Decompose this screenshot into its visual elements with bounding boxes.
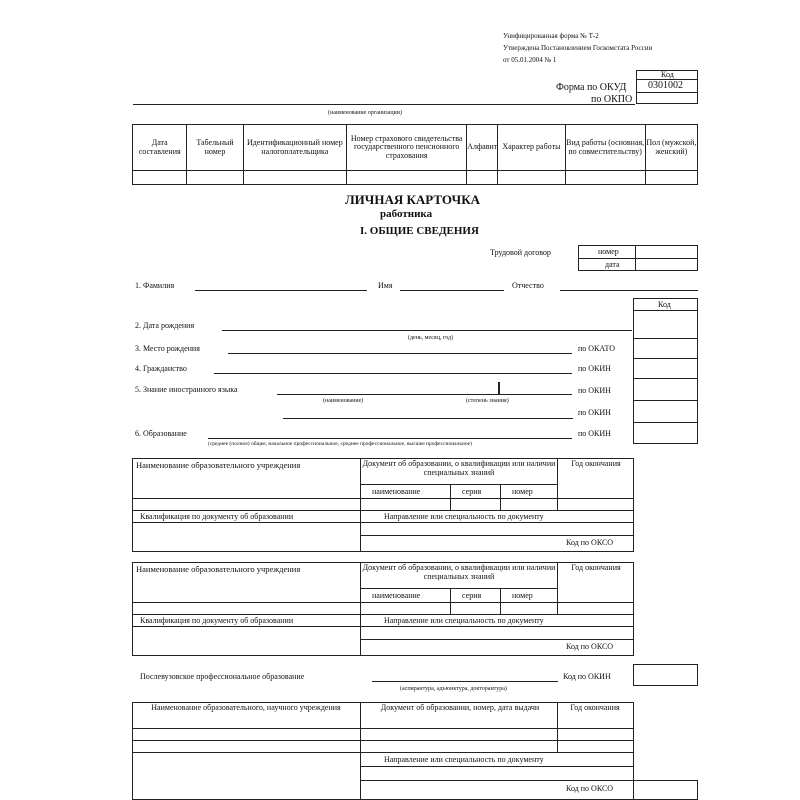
sci-okso-code-box[interactable] [633, 780, 698, 800]
birthplace-input[interactable] [228, 353, 572, 354]
okin4-label: по ОКИН [578, 429, 611, 438]
okud-label: Форма по ОКУД [556, 82, 627, 93]
edu1-document-header: Документ об образовании, о квалификации или наличии специальных знаний [362, 459, 556, 477]
col-alphabet: Алфавит [467, 125, 498, 171]
name-label: Имя [378, 281, 393, 290]
surname-input[interactable] [195, 290, 367, 291]
cell-work-character[interactable] [498, 171, 565, 185]
col-work-character: Характер работы [498, 125, 565, 171]
language-label: 5. Знание иностранного языка [135, 385, 238, 394]
postgrad-caption: (аспирантура, адъюнктура, докторантура) [400, 686, 507, 692]
edu1-doc-name: наименование [372, 487, 421, 496]
patronymic-label: Отчество [512, 281, 544, 290]
citizenship-input[interactable] [214, 373, 572, 374]
language-level-caption: (степень знания) [466, 398, 509, 404]
edu1-doc-series: серия [462, 487, 482, 496]
sci-specialty-header: Направление или специальность по документу [384, 755, 544, 764]
cell-alphabet[interactable] [467, 171, 498, 185]
kod-label: Код [661, 70, 674, 79]
edu1-doc-number: номер [512, 487, 533, 496]
edu2-year-header: Год окончания [571, 563, 621, 572]
card-subtitle: работника [380, 208, 433, 220]
okin3-label: по ОКИН [578, 408, 611, 417]
okato-label: по ОКАТО [578, 344, 616, 353]
contract-label: Трудовой договор [490, 248, 551, 257]
language-input[interactable] [277, 394, 572, 395]
sci-okso-label: Код по ОКСО [566, 784, 614, 793]
edu1-year-header: Год окончания [571, 459, 621, 468]
approval-line-1: Унифицированная форма № Т-2 [503, 32, 599, 40]
sci-document-header: Документ об образовании, номер, дата выдачи [380, 703, 540, 712]
edu2-qualification-header: Квалификация по документу об образовании [140, 616, 294, 625]
cell-tabnum[interactable] [187, 171, 243, 185]
patronymic-input[interactable] [560, 290, 698, 291]
col-work-type: Вид работы (основная, по совместительству) [565, 125, 645, 171]
col-tabnum: Табельный номер [187, 125, 243, 171]
postgrad-input[interactable] [372, 681, 558, 682]
col-gender: Пол (мужской, женский) [645, 125, 697, 171]
edu2-doc-series: серия [462, 591, 482, 600]
name-input[interactable] [400, 290, 504, 291]
scientific-table [132, 702, 634, 800]
sci-institution-header: Наименование образовательного, научного учреждения [151, 703, 341, 712]
edu1-specialty-header: Направление или специальность по документу [384, 512, 544, 521]
edu1-qualification-header: Квалификация по документу об образовании [140, 512, 294, 521]
approval-line-3: от 05.01.2004 № 1 [503, 56, 557, 64]
edu1-okso-label: Код по ОКСО [566, 538, 614, 547]
top-table [132, 124, 698, 185]
birthdate-caption: (день, месяц, год) [408, 335, 454, 341]
cell-snils[interactable] [347, 171, 467, 185]
approval-line-2: Утверждена Постановлением Госкомстата России [503, 44, 653, 52]
cell-work-type[interactable] [565, 171, 645, 185]
education-input[interactable] [208, 438, 572, 439]
language2-input[interactable] [283, 418, 573, 419]
postgrad-code-box[interactable] [633, 664, 698, 686]
surname-label: 1. Фамилия [135, 281, 175, 290]
org-caption: (наименование организации) [328, 110, 402, 116]
sci-year-header: Год окончания [570, 703, 620, 712]
education-caption: (среднее (полное) общее, начальное профессиональное, среднее профессиональное, высшее профессиональное) [208, 441, 472, 447]
postgrad-label: Послевузовское профессиональное образование [140, 672, 305, 681]
organization-line[interactable] [133, 104, 635, 105]
cell-gender[interactable] [645, 171, 697, 185]
col-snils: Номер страхового свидетельства государственного пенсионного страхования [347, 125, 467, 171]
cell-date[interactable] [133, 171, 187, 185]
col-date: Дата составления [133, 125, 187, 171]
cell-inn[interactable] [243, 171, 347, 185]
okin1-label: по ОКИН [578, 364, 611, 373]
edu2-okso-label: Код по ОКСО [566, 642, 614, 651]
section-title: I. ОБЩИЕ СВЕДЕНИЯ [360, 225, 479, 237]
card-title: ЛИЧНАЯ КАРТОЧКА [345, 192, 481, 207]
contract-date-input[interactable] [636, 259, 697, 270]
edu2-doc-number: номер [512, 591, 533, 600]
birthplace-label: 3. Место рождения [135, 344, 200, 353]
contract-number-input[interactable] [636, 246, 697, 257]
birthdate-label: 2. Дата рождения [135, 321, 195, 330]
language-name-caption: (наименование) [323, 398, 364, 404]
edu2-specialty-header: Направление или специальность по документу [384, 616, 544, 625]
edu1-institution-header: Наименование образовательного учреждения [136, 460, 301, 470]
edu2-document-header: Документ об образовании, о квалификации или наличии специальных знаний [362, 563, 556, 581]
okin2-label: по ОКИН [578, 386, 611, 395]
edu2-institution-header: Наименование образовательного учреждения [136, 564, 301, 574]
contract-number-label: номер [598, 247, 619, 256]
edu2-doc-name: наименование [372, 591, 421, 600]
code-column-label: Код [658, 300, 671, 309]
okpo-label: по ОКПО [591, 94, 633, 105]
col-inn: Идентификационный номер налогоплательщика [243, 125, 347, 171]
education-label: 6. Образование [135, 429, 187, 438]
citizenship-label: 4. Гражданство [135, 364, 187, 373]
postgrad-okin-label: Код по ОКИН [563, 672, 611, 681]
contract-date-label: дата [605, 260, 620, 269]
birthdate-input[interactable] [222, 330, 632, 331]
okud-value: 0301002 [648, 80, 683, 91]
